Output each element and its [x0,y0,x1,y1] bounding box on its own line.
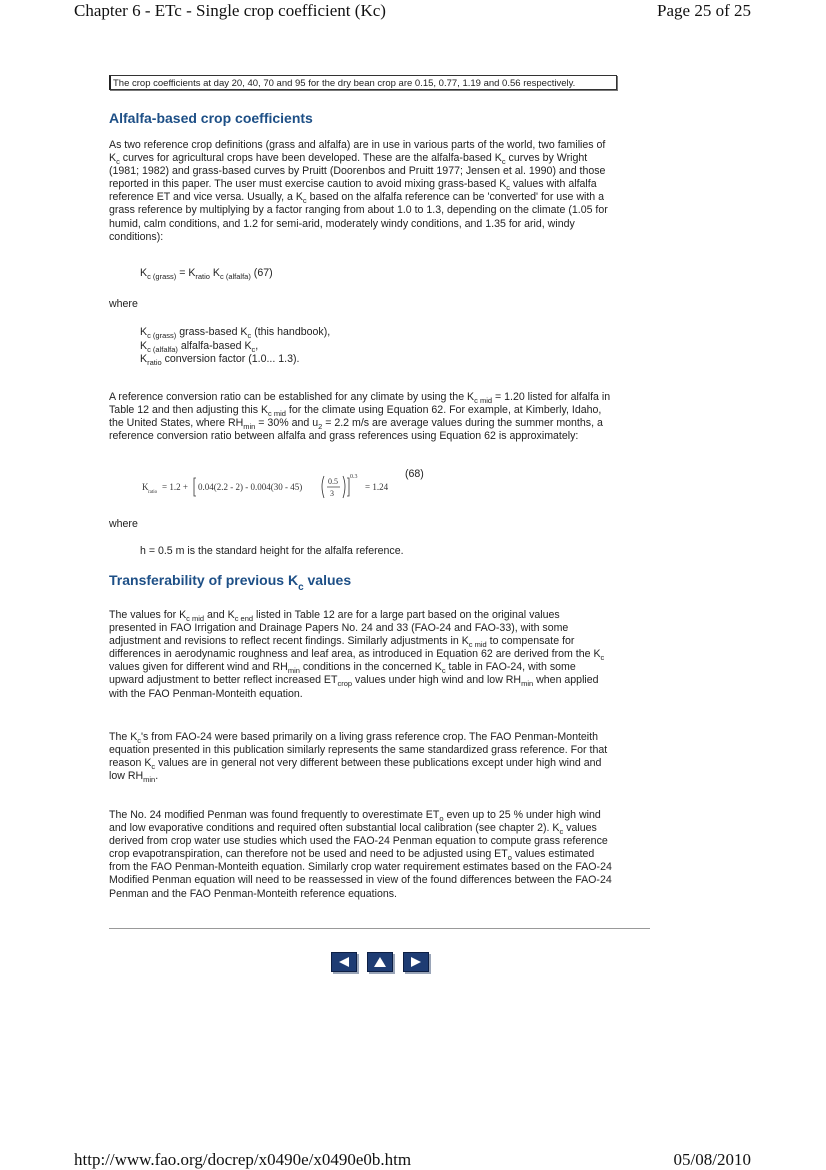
section-heading-alfalfa: Alfalfa-based crop coefficients [109,110,313,126]
where-label-2: where [109,518,138,530]
equation-67: $K_{c (grass)} = K_{ratio}$ $K_{c (alfalfa)}$ (67) [140,267,273,281]
definition-kc-alfalfa: $K_{c (alfalfa)}$ alfalfa-based $K_c$, [140,339,259,354]
arrow-left-icon [338,957,350,967]
footer-url[interactable]: http://www.fao.org/docrep/x0490e/x0490e0b.htm [74,1150,412,1169]
next-page-button[interactable] [403,952,429,972]
equation-67-number: (67) [253,267,273,279]
svg-text:K: K [142,482,149,492]
horizontal-divider [109,928,650,929]
svg-text:0.5: 0.5 [328,477,338,486]
svg-text:ratio: ratio [148,490,158,495]
paragraph-transferability-1: The values for $K_{c mid}$ and $K_{c end}$ listed in Table 12 are for a large part based on the original values presented in FAO Irrigation and Drainage Papers No. 24 and 33 (FAO-24 and FAO-33), with some adjustment and revisions to reflect recent findings. Similarly adjustments in $K_{c mid}$ to compensate for differences in aerodynamic roughness and leaf area, as introduced in Equation 62 are derived from the $K_c$ values given for different wind and $RH_{min}$ conditions in the concerned $K_c$ table in FAO-24, with some upward adjustment to better reflect increased $ET_{crop}$ values under high wind and low $RH_{min}$ when applied with the FAO Penman-Monteith equation. [109,609,605,700]
definitions-list [140,326,330,367]
equation-68-image [140,468,430,504]
previous-page-button[interactable] [331,952,357,972]
paragraph-alfalfa-intro: As two reference crop definitions (grass and alfalfa) are in use in various parts of the world, two families of $K_c$ curves for agricultural crops have been developed. These are the alfalfa-based $K_c$ curves by Wright (1981; 1982) and grass-based curves by Pruitt (Doorenbos and Pruitt 1977; Jensen et al. 1990) and those reported in this paper. The user must exercise caution to avoid mixing grass-based $K_c$ values with alfalfa reference ET and vice versa. Usually, a $K_c$ based on the alfalfa reference can be 'converted' for use with a grass reference by multiplying by a factor ranging from about 1.0 to 1.3, depending on the climate (1.05 for humid, calm conditions, and 1.2 for semi-arid, moderately windy conditions, and 1.35 for arid, windy conditions): [109,139,608,243]
where-label-1: where [109,298,138,310]
svg-text:= 1.24: = 1.24 [365,482,389,492]
header-title: Chapter 6 - ETc - Single crop coefficient (Kc) [74,1,386,20]
note-box: The crop coefficients at day 20, 40, 70 and 95 for the dry bean crop are 0.15, 0.77, 1.19 and 0.56 respectively. [109,75,617,90]
equation-68-number: (68) [405,468,424,480]
arrow-up-icon [374,957,386,967]
definition-kratio: $K_{ratio}$ conversion factor (1.0... 1.3). [140,353,300,367]
definition-h: h = 0.5 m is the standard height for the alfalfa reference. [140,545,404,557]
paragraph-conversion-ratio: A reference conversion ratio can be established for any climate by using the $K_{c mid} = 1.20$ listed for alfalfa in Table 12 and then adjusting this $K_{c mid}$ for the climate using Equation 62. For example, at Kimberly, Idaho, the United States, where $RH_{min} = 30\%$ and $u_2 = 2.2$ m/s are average values during the summer months, a reference conversion ratio between alfalfa and grass references using Equation 62 is approximately: [109,391,611,443]
section-heading-transferability: Transferability of previous $K_c$ values [109,572,352,593]
up-button[interactable] [367,952,393,972]
svg-text:3: 3 [330,489,334,498]
definition-kc-grass: $K_{c (grass)}$ grass-based $K_c$ (this handbook), [140,326,331,340]
footer-date: 05/08/2010 [673,1150,751,1169]
paragraph-transferability-3: The No. 24 modified Penman was found frequently to overestimate $ET_o$ even up to 25 % under high wind and low evaporative conditions and required often substantial local calibration (see chapter 2). $K_c$ values derived from crop water use studies which used the FAO-24 Penman equation to compute grass reference crop evapotranspiration, can therefore not be used and need to be adjusted using $ET_o$ values estimated from the FAO Penman-Monteith equation. Similarly crop water requirement estimates based on the FAO-24 Modified Penman equation will need to be reassessed in view of the found differences between the FAO-24 Penman and the FAO Penman-Monteith reference equations. [109,809,612,900]
header-page-number: Page 25 of 25 [657,1,751,20]
svg-text:= 1.2 +: = 1.2 + [162,482,188,492]
paragraph-transferability-2: The $K_c's$ from FAO-24 were based primarily on a living grass reference crop. The FAO Penman-Monteith equation presented in this publication similarly represents the same standardized grass reference. For that reason $K_c$ values are in general not very different between these publications except under high wind and low $RH_{min}$. [109,731,608,785]
svg-text:0.3: 0.3 [350,474,358,480]
arrow-right-icon [410,957,422,967]
svg-text:0.04(2.2 - 2) - 0.004(30 - 45): 0.04(2.2 - 2) - 0.004(30 - 45) [198,482,303,492]
